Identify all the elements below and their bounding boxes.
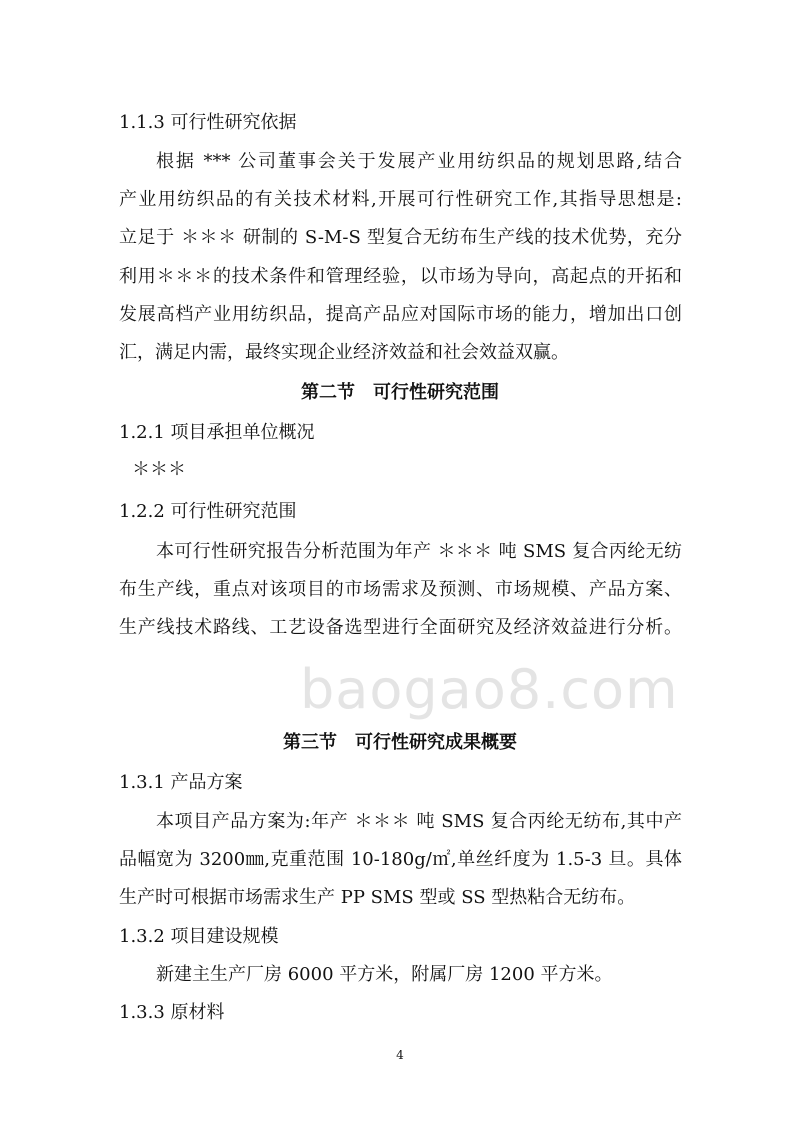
watermark: baogao8.com	[300, 658, 679, 721]
subsection-heading-1-3-1: 1.3.1 产品方案	[119, 772, 243, 793]
paragraph-line: 发展高档产业用纺织品，提高产品应对国际市场的能力，增加出口创	[119, 304, 682, 325]
paragraph-line: 本可行性研究报告分析范围为年产 ＊＊＊ 吨 SMS 复合丙纶无纺	[156, 541, 682, 562]
paragraph-line: 根据 *** 公司董事会关于发展产业用纺织品的规划思路,结合	[156, 151, 682, 172]
paragraph-line: 新建主生产厂房 6000 平方米，附属厂房 1200 平方米。	[156, 964, 613, 985]
section-title-3: 第三节 可行性研究成果概要	[283, 732, 517, 753]
section-title-2: 第二节 可行性研究范围	[301, 382, 499, 403]
subsection-heading-1-2-1: 1.2.1 项目承担单位概况	[119, 422, 315, 443]
page-number: 4	[396, 1048, 404, 1062]
subsection-heading-1-3-2: 1.3.2 项目建设规模	[119, 926, 279, 947]
paragraph-line: 汇，满足内需，最终实现企业经济效益和社会效益双赢。	[119, 342, 569, 363]
paragraph-line: 利用＊＊＊的技术条件和管理经验，以市场为导向，高起点的开拓和	[119, 266, 682, 287]
paragraph-line: 生产线技术路线、工艺设备选型进行全面研究及经济效益进行分析。	[119, 617, 682, 638]
paragraph-line: 立足于 ＊＊＊ 研制的 S-M-S 型复合无纺布生产线的技术优势，充分	[119, 227, 682, 248]
subsection-heading-1-1-3: 1.1.3 可行性研究依据	[119, 112, 297, 133]
paragraph-line: ＊＊＊	[132, 459, 186, 480]
paragraph-line: 产业用纺织品的有关技术材料,开展可行性研究工作,其指导思想是:	[119, 189, 682, 210]
paragraph-line: 本项目产品方案为:年产 ＊＊＊ 吨 SMS 复合丙纶无纺布,其中产	[156, 811, 682, 832]
paragraph-line: 生产时可根据市场需求生产 PP SMS 型或 SS 型热粘合无纺布。	[119, 887, 636, 908]
subsection-heading-1-2-2: 1.2.2 可行性研究范围	[119, 501, 297, 522]
subsection-heading-1-3-3: 1.3.3 原材料	[119, 1002, 225, 1023]
paragraph-line: 品幅宽为 3200㎜,克重范围 10-180g/㎡,单丝纤度为 1.5-3 旦。具体	[119, 849, 682, 870]
paragraph-line: 布生产线，重点对该项目的市场需求及预测、市场规模、产品方案、	[119, 579, 682, 600]
